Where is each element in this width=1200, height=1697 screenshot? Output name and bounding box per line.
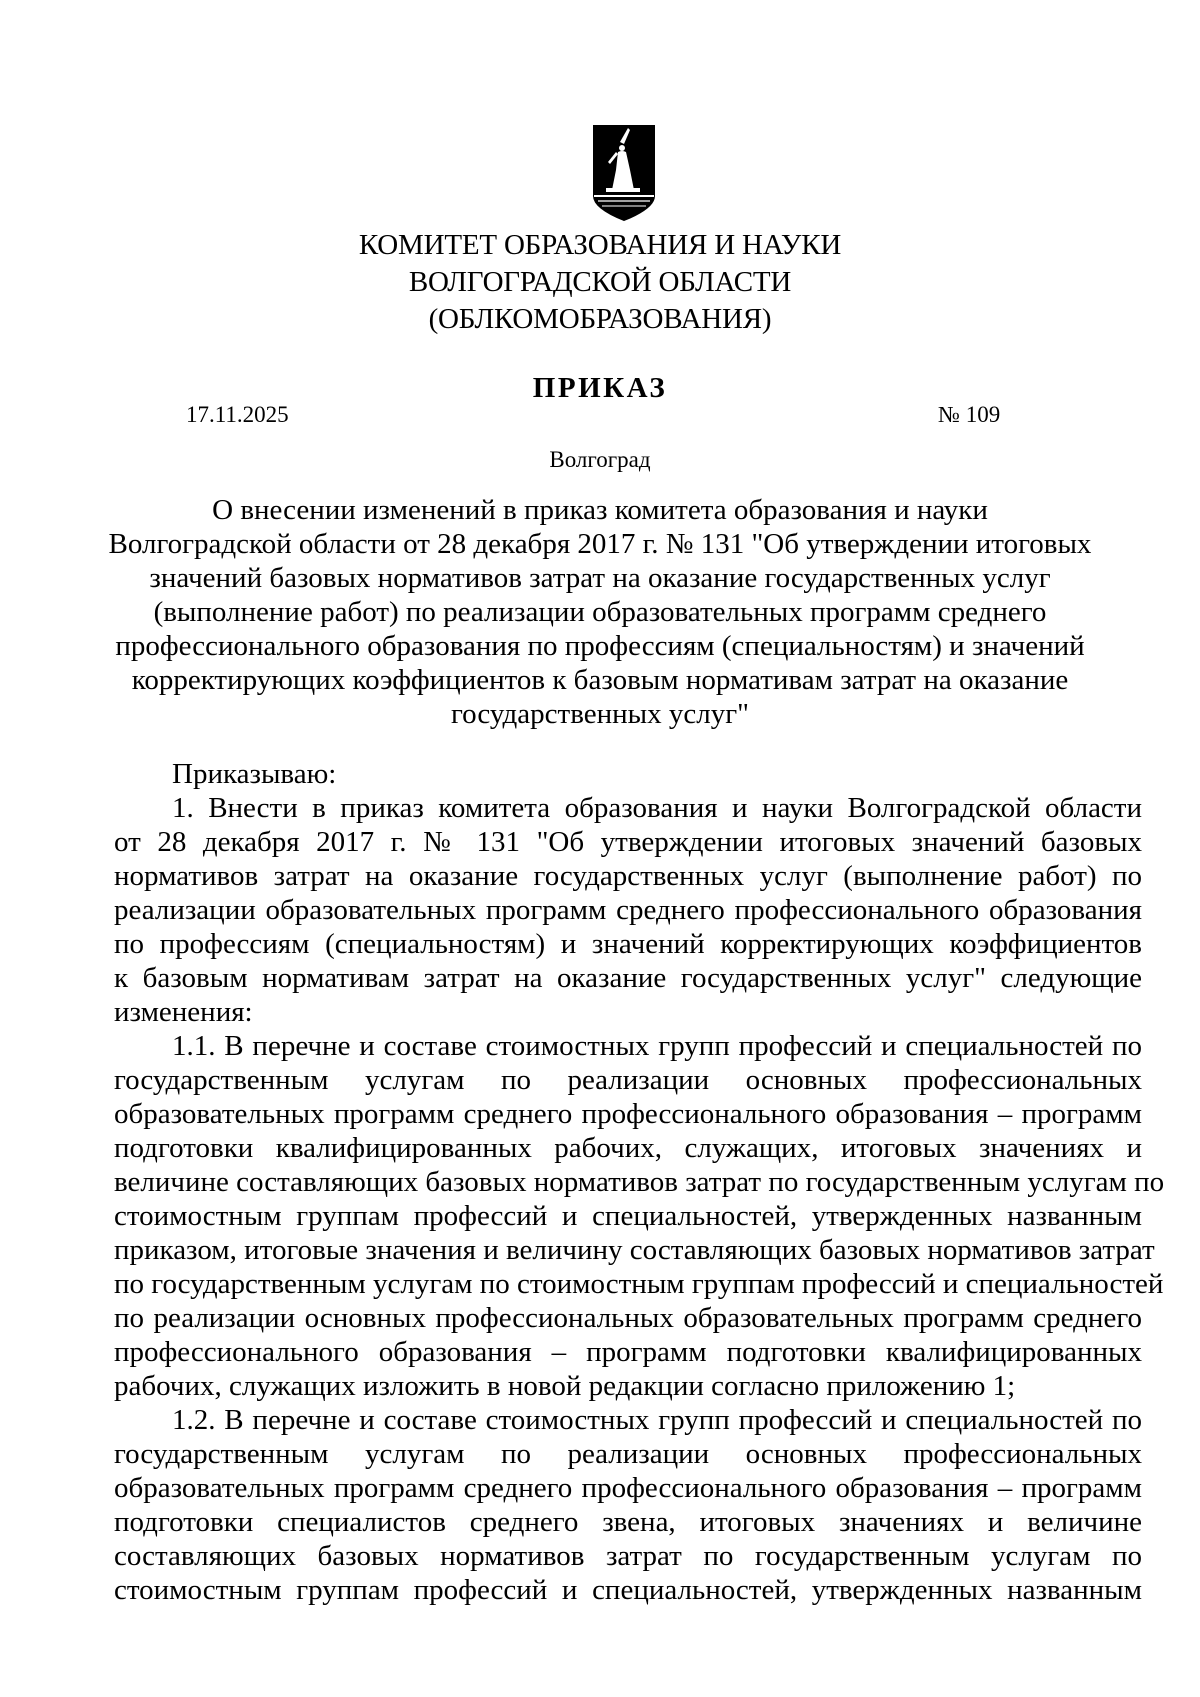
body-line: стоимостным группам профессий и специальностей, утвержденных названным bbox=[114, 1200, 1142, 1232]
body-line: величине составляющих базовых нормативов затрат по государственным услугам по bbox=[114, 1166, 1165, 1198]
body-line: по государственным услугам по стоимостным группам профессий и специальностей bbox=[114, 1268, 1164, 1300]
subject-line: корректирующих коэффициентов к базовым нормативам затрат на оказание bbox=[131, 664, 1069, 696]
body-line: подготовки квалифицированных рабочих, служащих, итоговых значениях и bbox=[114, 1132, 1142, 1164]
subject-line: О внесении изменений в приказ комитета образования и науки bbox=[212, 494, 988, 526]
org-name-line-2: ВОЛГОГРАДСКОЙ ОБЛАСТИ bbox=[408, 266, 792, 298]
body-line: Приказываю: bbox=[172, 758, 337, 790]
org-name-line-1: КОМИТЕТ ОБРАЗОВАНИЯ И НАУКИ bbox=[358, 229, 842, 261]
body-line: профессионального образования – программ подготовки квалифицированных bbox=[114, 1336, 1142, 1368]
subject-line: значений базовых нормативов затрат на оказание государственных услуг bbox=[149, 562, 1051, 594]
subject-line: государственных услуг" bbox=[451, 698, 749, 730]
body-line: нормативов затрат на оказание государственных услуг (выполнение работ) по bbox=[114, 860, 1142, 892]
document-type-title: ПРИКАЗ bbox=[532, 372, 668, 404]
body-line: по реализации основных профессиональных образовательных программ среднего bbox=[114, 1302, 1142, 1334]
subject-line: Волгоградской области от 28 декабря 2017 г. № 131 "Об утверждении итоговых bbox=[108, 528, 1092, 560]
body-line: реализации образовательных программ среднего профессионального образования bbox=[114, 894, 1142, 926]
body-line: государственным услугам по реализации основных профессиональных bbox=[114, 1064, 1142, 1096]
body-line: составляющих базовых нормативов затрат по государственным услугам по bbox=[114, 1540, 1142, 1572]
subject-line: (выполнение работ) по реализации образовательных программ среднего bbox=[153, 596, 1047, 628]
body-line: 1.2. В перечне и составе стоимостных групп профессий и специальностей по bbox=[172, 1404, 1142, 1436]
org-name-line-3: (ОБЛКОМОБРАЗОВАНИЯ) bbox=[428, 303, 772, 335]
body-line: подготовки специалистов среднего звена, итоговых значениях и величине bbox=[114, 1506, 1142, 1538]
coat-of-arms-emblem bbox=[592, 124, 656, 222]
body-line: изменения: bbox=[114, 996, 253, 1028]
body-line: образовательных программ среднего профессионального образования – программ bbox=[114, 1472, 1142, 1504]
subject-line: профессионального образования по профессиям (специальностям) и значений bbox=[115, 630, 1085, 662]
document-date: 17.11.2025 bbox=[186, 402, 289, 427]
body-line: к базовым нормативам затрат на оказание государственных услуг" следующие bbox=[114, 962, 1142, 994]
body-line: 1. Внести в приказ комитета образования и науки Волгоградской области bbox=[172, 792, 1142, 824]
body-line: от 28 декабря 2017 г. № 131 "Об утверждении итоговых значений базовых bbox=[114, 826, 1142, 858]
body-line: государственным услугам по реализации основных профессиональных bbox=[114, 1438, 1142, 1470]
document-city: Волгоград bbox=[549, 447, 651, 472]
body-line: стоимостным группам профессий и специальностей, утвержденных названным bbox=[114, 1574, 1142, 1606]
body-line: приказом, итоговые значения и величину составляющих базовых нормативов затрат bbox=[114, 1234, 1155, 1266]
document-number: № 109 bbox=[938, 402, 1001, 427]
body-line: по профессиям (специальностям) и значений корректирующих коэффициентов bbox=[114, 928, 1142, 960]
body-line: образовательных программ среднего профессионального образования – программ bbox=[114, 1098, 1142, 1130]
body-line: рабочих, служащих изложить в новой редакции согласно приложению 1; bbox=[114, 1370, 1016, 1402]
body-line: 1.1. В перечне и составе стоимостных групп профессий и специальностей по bbox=[172, 1030, 1142, 1062]
